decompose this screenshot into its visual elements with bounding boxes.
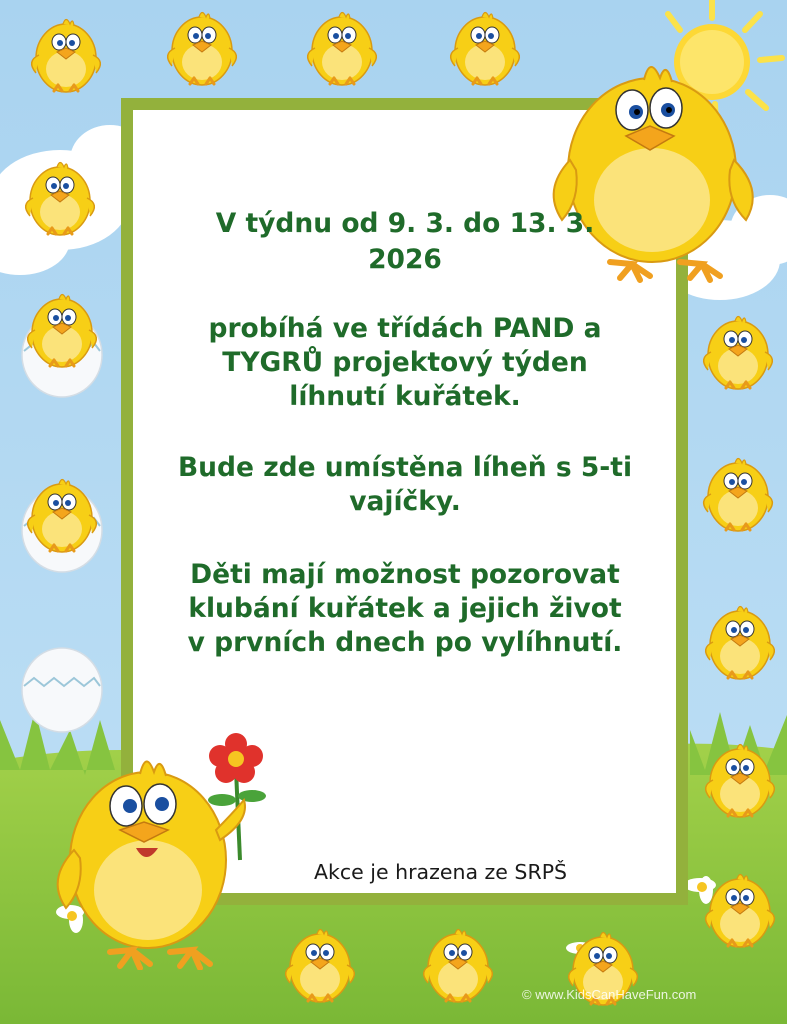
observe-line-2: klubání kuřátek a jejich život xyxy=(188,593,622,624)
chick-icon xyxy=(40,730,280,970)
observe-line-1: Děti mají možnost pozorovat xyxy=(190,559,620,590)
egg-icon xyxy=(22,648,102,732)
incubator-line-1: Bude zde umístěna líheň s 5-ti xyxy=(177,452,633,483)
observe-line-3: v prvních dnech po vylíhnutí. xyxy=(187,627,623,658)
project-line-2: TYGRŮ projektový týden xyxy=(222,347,588,378)
project-line-3: líhnutí kuřátek. xyxy=(289,381,521,412)
dates-line-2: 2026 xyxy=(368,244,442,275)
incubator-line-2: vajíčky. xyxy=(349,486,461,517)
project-line-1: probíhá ve třídách PAND a xyxy=(208,313,602,344)
sponsor-note: Akce je hrazena ze SRPŠ xyxy=(314,860,568,884)
flower-icon xyxy=(209,733,263,783)
dates-line-1: V týdnu od 9. 3. do 13. 3. xyxy=(215,208,595,239)
watermark-text: © www.KidsCanHaveFun.com xyxy=(522,987,697,1002)
